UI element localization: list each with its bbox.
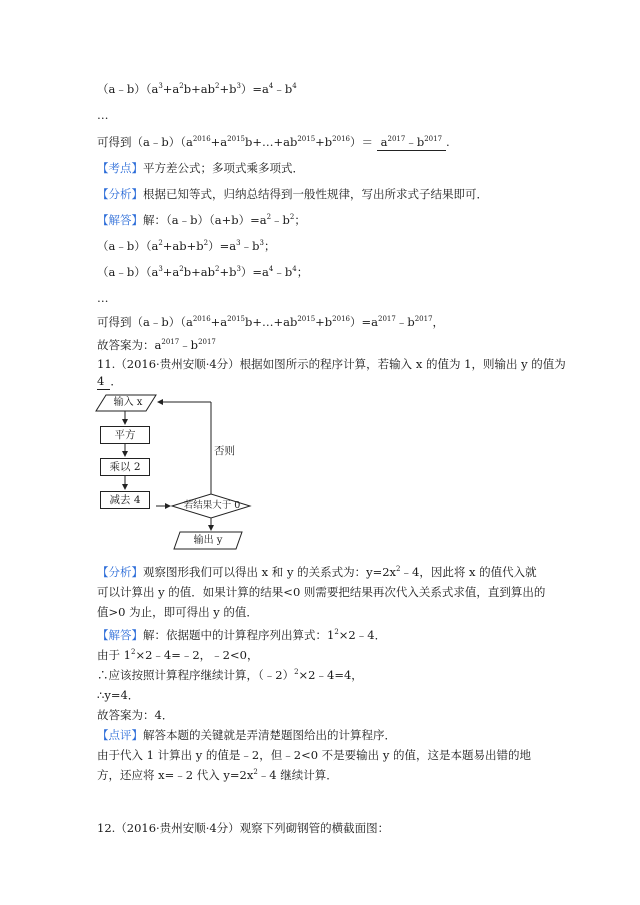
solution-step-5: 可得到$(a﹣b)(a^{2016}+a^{2015}b+\dots+ab^{2015}+b^{2016})=a^{2017}﹣b^{2017}$， [97, 315, 445, 329]
identity-line-3: $(a﹣b)(a^3+a^2b+ab^2+b^3)=a^4﹣b^4$ [97, 82, 297, 96]
answer-blank-q11: 4 [97, 373, 110, 390]
program-flowchart [94, 389, 266, 557]
question11-answer-line: 4 ． [97, 374, 122, 388]
question12-stem: 12.（2016·贵州安顺·4分）观察下列砌钢管的横截面图： [97, 821, 390, 835]
q11-remark-paragraph: 由于代入 1 计算出 y 的值是﹣2，但﹣2<0 不是要输出 y 的值，这是本题易出错的地方，还应将 x=﹣2 代入 $y=2x^2﹣4$ 继续计算． [97, 748, 531, 782]
question10-conclusion: 可得到$(a﹣b)(a^{2016}+a^{2015}b+\dots+ab^{2015}+b^{2016})=$ $a^{2017}﹣b^{2017}$ . [97, 135, 450, 149]
q11-step-2: 由于 $1^2\times 2﹣4=﹣2$，﹣2<0， [97, 648, 259, 662]
kaodian-line: 【考点】平方差公式；多项式乘多项式． [97, 161, 304, 175]
dianping-tag: 【点评】 [97, 728, 143, 742]
final-answer-q10: 故答案为：$a^{2017}﹣b^{2017}$ [97, 338, 216, 352]
jieda-tag: 【解答】 [97, 213, 143, 227]
solution-ellipsis: … [97, 291, 109, 305]
flow-else-label: 否则 [214, 445, 235, 457]
kaodian-tag: 【考点】 [97, 161, 143, 175]
fenxi-paragraph-q11: 【分析】观察图形我们可以得出 x 和 y 的关系式为：$y=2x^2﹣4$，因此将 x 的值代入就可以计算出 y 的值．如果计算的结果<0 则需要把结果再次代入关系式求值，直到算出的值>0 为止，即可得出 y 的值． [97, 565, 546, 619]
fenxi-tag-q11: 【分析】 [97, 565, 143, 579]
jieda-tag-q11: 【解答】 [97, 628, 143, 642]
jieda-line-q11: 【解答】解：依据题中的计算程序列出算式：$1^2\times 2﹣4$． [97, 628, 387, 642]
jieda-line-q10: 【解答】解：$(a﹣b)(a+b)=a^2﹣b^2$； [97, 213, 306, 227]
fenxi-line-q10: 【分析】根据已知等式，归纳总结得到一般性规律，写出所求式子结果即可． [97, 187, 488, 201]
flow-condition-label: 若结果大于 0 [183, 500, 241, 511]
solution-step-2: $(a﹣b)(a^2+ab+b^2)=a^3﹣b^3$； [97, 239, 276, 253]
dianping-line-q11: 【点评】解答本题的关键就是弄清楚题图给出的计算程序． [97, 728, 396, 742]
q11-final-answer: 故答案为：4． [97, 708, 174, 722]
question11-stem: 11.（2016·贵州安顺·4分）根据如图所示的程序计算，若输入 x 的值为 1，则输出 y 的值为 [97, 357, 566, 371]
q11-step-3: ∴应该按照计算程序继续计算，（﹣2）$^2$×2﹣4=4， [97, 668, 363, 682]
flow-output-label: 输出 y [193, 535, 223, 546]
solution-step-3: $(a﹣b)(a^3+a^2b+ab^2+b^3)=a^4﹣b^4$； [97, 265, 309, 279]
flow-minus4-box: 减去 4 [100, 491, 150, 509]
flow-times2-box: 乘以 2 [100, 458, 150, 476]
fenxi-tag: 【分析】 [97, 187, 143, 201]
flow-square-box: 平方 [100, 426, 150, 444]
q11-step-4: ∴y=4． [97, 688, 140, 702]
ellipsis-line: … [97, 108, 109, 122]
answer-blank-q10: $a^{2017}﹣b^{2017}$ [377, 134, 446, 151]
flow-input-label: 输入 x [113, 397, 143, 408]
